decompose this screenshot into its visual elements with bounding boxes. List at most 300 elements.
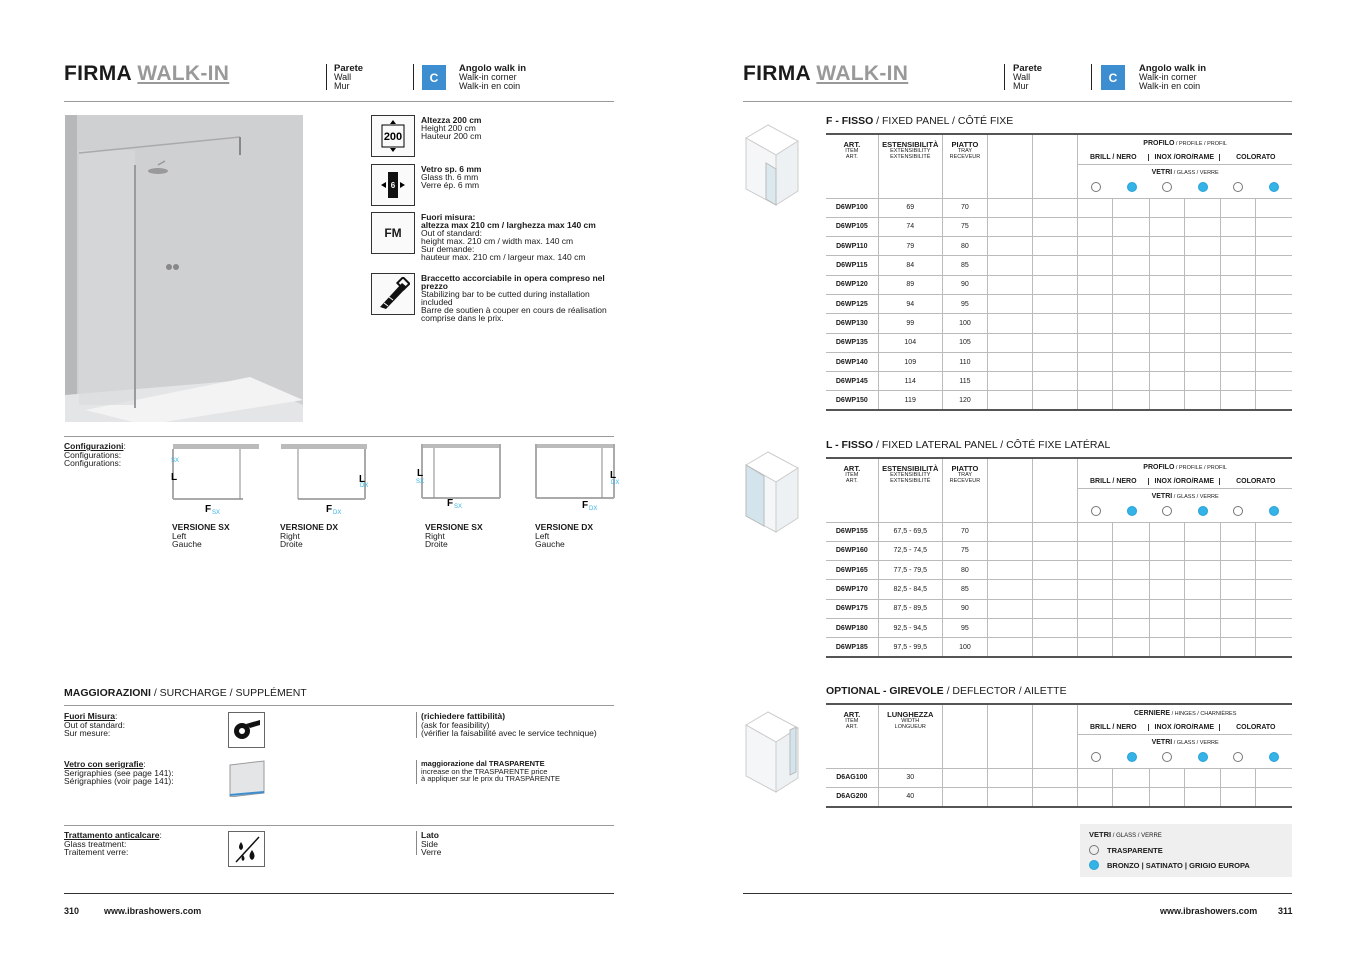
legend-title: VETRI / GLASS / VERRE — [1089, 830, 1162, 839]
table-row — [826, 314, 1292, 333]
surcharge-row-fm-label: Fuori Misura: Out of standard: Sur mesure: — [64, 711, 125, 738]
article-code: D6WP185 — [826, 638, 878, 657]
footer-rule — [743, 893, 1292, 894]
price-cell — [988, 391, 1033, 410]
tinted-glass-indicator — [1269, 506, 1279, 516]
article-code: D6WP175 — [826, 599, 878, 618]
price-cell — [1113, 391, 1149, 410]
price-cell — [1149, 217, 1184, 236]
price-cell — [1078, 599, 1113, 618]
svg-text:6: 6 — [390, 181, 396, 190]
clear-glass-indicator — [1162, 506, 1172, 516]
table-row — [826, 217, 1292, 236]
col-art: ART. ITEM ART. — [826, 458, 878, 522]
clear-glass-indicator — [1162, 182, 1172, 192]
price-cell — [1078, 333, 1113, 352]
price-cell — [1221, 768, 1256, 787]
tinted-glass-indicator — [1269, 182, 1279, 192]
svg-text:L: L — [610, 470, 617, 481]
col-empty — [988, 704, 1033, 768]
price-cell — [1184, 787, 1220, 806]
article-code: D6WP100 — [826, 198, 878, 217]
price-cell — [1078, 372, 1113, 391]
price-cell — [1184, 391, 1220, 410]
price-cell — [1033, 638, 1078, 657]
extensibility-value: 97,5 - 99,5 — [878, 638, 942, 657]
price-cell — [1033, 787, 1078, 806]
tray-value: 80 — [942, 561, 987, 580]
surcharge-row-treatment-label: Trattamento anticalcare: Glass treatment: Traitement verre: — [64, 830, 162, 857]
price-cell — [1221, 256, 1256, 275]
tray-value: 75 — [942, 217, 987, 236]
svg-text:L: L — [171, 472, 178, 483]
clear-glass-indicator — [1233, 506, 1243, 516]
table-row — [826, 391, 1292, 410]
clear-glass-indicator — [1233, 752, 1243, 762]
table-row — [826, 352, 1292, 371]
price-cell — [1113, 352, 1149, 371]
price-cell — [988, 372, 1033, 391]
surcharge-title: MAGGIORAZIONI / SURCHARGE / SUPPLÉMENT — [64, 687, 307, 699]
article-code: D6WP110 — [826, 237, 878, 256]
price-cell — [988, 314, 1033, 333]
extensibility-value: 79 — [878, 237, 942, 256]
surcharge-row-serigraphy-label: Vetro con serigrafie: Serigraphies (see page 141): Sérigraphies (voir page 141): — [64, 759, 174, 786]
website-link-left[interactable]: www.ibrashowers.com — [104, 906, 202, 916]
tray-value: 75 — [942, 541, 987, 560]
price-cell — [1078, 561, 1113, 580]
extensibility-value: 74 — [878, 217, 942, 236]
col-empty — [988, 134, 1033, 198]
price-cell — [988, 294, 1033, 313]
article-code: D6WP180 — [826, 618, 878, 637]
legend-tinted: BRONZO | SATINATO | GRIGIO EUROPA — [1089, 860, 1250, 870]
table-row — [826, 275, 1292, 294]
extensibility-value: 82,5 - 84,5 — [878, 580, 942, 599]
lateral-panel-title: L - FISSO / FIXED LATERAL PANEL / CÔTÉ FIXE LATÉRAL — [826, 439, 1111, 451]
clear-glass-indicator — [1091, 182, 1101, 192]
price-cell — [1078, 352, 1113, 371]
price-cell — [1033, 314, 1078, 333]
surcharge-divider — [416, 760, 417, 784]
price-cell — [988, 522, 1033, 541]
price-cell — [988, 638, 1033, 657]
price-cell — [1113, 333, 1149, 352]
price-cell — [988, 618, 1033, 637]
config-diagram-sx-corner — [414, 442, 506, 516]
fixed-panel-sketch — [742, 113, 806, 209]
tray-value: 120 — [942, 391, 987, 410]
svg-text:L: L — [359, 474, 366, 485]
price-cell — [1256, 372, 1292, 391]
clear-glass-swatch — [1089, 845, 1099, 855]
table-row — [826, 522, 1292, 541]
table-row — [826, 787, 1292, 806]
article-code: D6WP135 — [826, 333, 878, 352]
price-cell — [988, 217, 1033, 236]
shower-illustration — [65, 115, 303, 422]
price-cell — [1256, 768, 1292, 787]
price-cell — [1256, 256, 1292, 275]
extensibility-value: 69 — [878, 198, 942, 217]
price-cell — [1149, 333, 1184, 352]
price-cell — [1113, 541, 1149, 560]
price-cell — [1221, 522, 1256, 541]
price-cell — [1184, 256, 1220, 275]
price-cell — [1078, 275, 1113, 294]
fixed-panel-title: F - FISSO / FIXED PANEL / CÔTÉ FIXE — [826, 115, 1014, 127]
price-cell — [1078, 237, 1113, 256]
treatment-rule — [64, 825, 614, 826]
tinted-glass-indicator — [1198, 182, 1208, 192]
header-rule — [64, 101, 614, 102]
tape-measure-icon — [228, 712, 265, 748]
price-cell — [1113, 275, 1149, 294]
price-cell — [1256, 217, 1292, 236]
config-diagram-sx-left — [168, 442, 264, 516]
price-cell — [1221, 541, 1256, 560]
table-row — [826, 256, 1292, 275]
tray-value: 70 — [942, 522, 987, 541]
surcharge-divider — [416, 831, 417, 855]
col-empty — [1033, 458, 1078, 522]
table-row — [826, 541, 1292, 560]
price-cell — [1221, 352, 1256, 371]
optional-title: OPTIONAL - GIREVOLE / DEFLECTOR / AILETTE — [826, 685, 1067, 697]
table-row — [826, 294, 1292, 313]
anti-limescale-icon — [228, 831, 265, 867]
price-cell — [1078, 638, 1113, 657]
price-cell — [1149, 541, 1184, 560]
svg-text:F: F — [582, 500, 589, 511]
tray-value: 70 — [942, 198, 987, 217]
config-label: Configurazioni: Configurations: Configurations: — [64, 441, 126, 468]
extensibility-value: 67,5 - 69,5 — [878, 522, 942, 541]
col-tray: PIATTO TRAY RECEVEUR — [942, 134, 987, 198]
price-cell — [1033, 599, 1078, 618]
surcharge-row-serigraphy-note: maggiorazione dal TRASPARENTE increase on the TRASPARENTE price à appliquer sur le prix du TRASPARENTE — [421, 759, 560, 783]
col-empty — [1033, 134, 1078, 198]
price-cell — [1113, 256, 1149, 275]
price-cell — [988, 787, 1033, 806]
extensibility-value: 89 — [878, 275, 942, 294]
price-cell — [1033, 217, 1078, 236]
price-cell — [1033, 294, 1078, 313]
price-cell — [1184, 217, 1220, 236]
col-profile: PROFILO / PROFILE / PROFIL BRILL / NERO INOX /ORO/RAME COLORATO VETRI / GLASS / VERRE — [1078, 134, 1292, 198]
version-dx-corner-label: VERSIONE DX Left Gauche — [535, 522, 594, 549]
price-cell — [1184, 352, 1220, 371]
tray-value: 100 — [942, 314, 987, 333]
price-cell — [1113, 599, 1149, 618]
price-cell — [1149, 237, 1184, 256]
price-cell — [1149, 256, 1184, 275]
tray-value: 95 — [942, 618, 987, 637]
svg-text:DX: DX — [360, 483, 369, 489]
price-table — [826, 457, 1292, 658]
corner-label: Angolo walk in Walk-in corner Walk-in en coin — [459, 63, 527, 91]
price-table — [826, 703, 1292, 808]
price-cell — [1078, 314, 1113, 333]
tray-value: 115 — [942, 372, 987, 391]
svg-text:F: F — [326, 504, 333, 515]
tray-value: 90 — [942, 599, 987, 618]
price-cell — [1184, 599, 1220, 618]
tray-value: 100 — [942, 638, 987, 657]
tray-value: 90 — [942, 275, 987, 294]
price-cell — [1184, 237, 1220, 256]
price-cell — [1184, 294, 1220, 313]
price-cell — [1184, 314, 1220, 333]
page-title — [64, 62, 229, 86]
price-cell — [1113, 580, 1149, 599]
surcharge-row-fm-note: (richiedere fattibilità) (ask for feasibility) (vérifier la faisabilité avec le service technique) — [421, 711, 597, 738]
lateral-panel-table — [826, 457, 1292, 658]
price-cell — [1149, 580, 1184, 599]
table-row — [826, 333, 1292, 352]
feature-bar-text: Braccetto accorciabile in opera compreso nel prezzo Stabilizing bar to be cutted during installation included Barre de soutien à couper en cours de réalisation comprise dans le prix. — [421, 273, 607, 323]
article-code: D6WP115 — [826, 256, 878, 275]
col-length: LUNGHEZZA WIDTH LONGUEUR — [878, 704, 942, 768]
col-tray: PIATTO TRAY RECEVEUR — [942, 458, 987, 522]
price-cell — [1033, 198, 1078, 217]
price-cell — [1149, 372, 1184, 391]
svg-text:DX: DX — [589, 506, 598, 512]
tray-value: 110 — [942, 352, 987, 371]
price-cell — [1184, 275, 1220, 294]
empty-cell — [942, 787, 987, 806]
price-cell — [1221, 372, 1256, 391]
clear-glass-indicator — [1091, 506, 1101, 516]
table-row — [826, 198, 1292, 217]
price-cell — [988, 580, 1033, 599]
price-cell — [1033, 522, 1078, 541]
optional-table — [826, 703, 1292, 808]
price-cell — [988, 352, 1033, 371]
article-code: D6WP155 — [826, 522, 878, 541]
price-cell — [1033, 372, 1078, 391]
table-row — [826, 638, 1292, 657]
tinted-glass-indicator — [1127, 506, 1137, 516]
table-row — [826, 599, 1292, 618]
price-cell — [988, 599, 1033, 618]
tinted-glass-indicator — [1198, 506, 1208, 516]
article-code: D6WP105 — [826, 217, 878, 236]
table-row — [826, 768, 1292, 787]
product-photo — [65, 115, 303, 422]
price-cell — [1256, 599, 1292, 618]
feature-fm-text: Fuori misura: altezza max 210 cm / larghezza max 140 cm Out of standard: height max. 210 cm / width max. 140 cm Sur demande: hauteur max. 210 cm / largeur max. 140 cm — [421, 212, 596, 262]
tinted-glass-indicator — [1127, 182, 1137, 192]
article-code: D6WP130 — [826, 314, 878, 333]
clear-glass-indicator — [1233, 182, 1243, 192]
price-cell — [1256, 314, 1292, 333]
price-cell — [1149, 522, 1184, 541]
price-cell — [1256, 618, 1292, 637]
price-cell — [1149, 618, 1184, 637]
header-rule — [743, 101, 1292, 102]
price-cell — [1113, 372, 1149, 391]
svg-text:SX: SX — [171, 458, 180, 464]
price-cell — [1033, 618, 1078, 637]
table-row — [826, 618, 1292, 637]
price-cell — [1184, 541, 1220, 560]
price-cell — [1033, 237, 1078, 256]
price-cell — [1078, 580, 1113, 599]
price-cell — [1113, 522, 1149, 541]
price-cell — [1221, 391, 1256, 410]
price-cell — [1113, 198, 1149, 217]
surcharge-rule — [64, 705, 614, 706]
price-cell — [1033, 580, 1078, 599]
price-cell — [1078, 768, 1113, 787]
price-cell — [1149, 275, 1184, 294]
config-diagram-dx-right — [278, 442, 374, 516]
price-cell — [1113, 768, 1149, 787]
table-row — [826, 372, 1292, 391]
article-code: D6WP140 — [826, 352, 878, 371]
code-box: C — [1101, 65, 1125, 90]
table-row — [826, 561, 1292, 580]
price-cell — [1149, 352, 1184, 371]
extensibility-value: 92,5 - 94,5 — [878, 618, 942, 637]
price-cell — [988, 561, 1033, 580]
price-cell — [1113, 237, 1149, 256]
extensibility-value: 119 — [878, 391, 942, 410]
empty-cell — [942, 768, 987, 787]
svg-text:DX: DX — [333, 510, 342, 516]
article-code: D6WP170 — [826, 580, 878, 599]
price-cell — [1149, 198, 1184, 217]
glass-legend — [1080, 824, 1292, 877]
price-cell — [1149, 787, 1184, 806]
config-rule — [64, 436, 614, 437]
svg-text:F: F — [205, 504, 212, 515]
price-cell — [1184, 580, 1220, 599]
price-cell — [1033, 333, 1078, 352]
fm-icon: FM — [371, 212, 415, 254]
model-name: WALK-IN — [137, 62, 230, 85]
tray-value: 80 — [942, 237, 987, 256]
price-cell — [1113, 314, 1149, 333]
extensibility-value: 104 — [878, 333, 942, 352]
website-link-right[interactable]: www.ibrashowers.com — [1160, 906, 1258, 916]
price-cell — [1078, 198, 1113, 217]
header-divider — [413, 64, 414, 90]
extensibility-value: 109 — [878, 352, 942, 371]
price-cell — [1256, 198, 1292, 217]
col-extensibility: ESTENSIBILITÀ EXTENSIBILITY EXTENSIBILITÉ — [878, 458, 942, 522]
col-empty — [988, 458, 1033, 522]
extensibility-value: 77,5 - 79,5 — [878, 561, 942, 580]
table-row — [826, 237, 1292, 256]
price-cell — [1149, 561, 1184, 580]
price-cell — [1033, 275, 1078, 294]
price-cell — [1221, 638, 1256, 657]
price-cell — [1221, 561, 1256, 580]
price-cell — [1113, 638, 1149, 657]
col-empty — [1033, 704, 1078, 768]
price-cell — [1033, 768, 1078, 787]
clear-glass-indicator — [1091, 752, 1101, 762]
price-cell — [1113, 787, 1149, 806]
corner-label: Angolo walk in Walk-in corner Walk-in en coin — [1139, 63, 1207, 91]
price-cell — [1033, 391, 1078, 410]
col-art: ART. ITEM ART. — [826, 704, 878, 768]
price-cell — [988, 198, 1033, 217]
price-cell — [1221, 217, 1256, 236]
tray-value: 85 — [942, 580, 987, 599]
tinted-glass-swatch — [1089, 860, 1099, 870]
extensibility-value: 84 — [878, 256, 942, 275]
code-box: C — [422, 65, 446, 90]
article-code: D6WP125 — [826, 294, 878, 313]
price-cell — [1149, 294, 1184, 313]
price-cell — [1149, 638, 1184, 657]
surcharge-divider — [416, 712, 417, 738]
version-sx-corner-label: VERSIONE SX Right Droite — [425, 522, 483, 549]
col-profile: CERNIERE / HINGES / CHARNIÈRES BRILL / NERO INOX /ORO/RAME COLORATO VETRI / GLASS / VERRE — [1078, 704, 1292, 768]
col-art: ART. ITEM ART. — [826, 134, 878, 198]
feature-height-text: Altezza 200 cm Height 200 cm Hauteur 200 cm — [421, 115, 482, 141]
svg-text:SX: SX — [416, 479, 425, 485]
price-table — [826, 133, 1292, 411]
price-cell — [1184, 618, 1220, 637]
price-cell — [1221, 787, 1256, 806]
svg-text:SX: SX — [454, 504, 463, 510]
svg-text:F: F — [447, 498, 454, 509]
price-cell — [1256, 391, 1292, 410]
price-cell — [1184, 561, 1220, 580]
price-cell — [1184, 372, 1220, 391]
price-cell — [1221, 314, 1256, 333]
config-diagram-dx-corner — [530, 442, 622, 516]
svg-text:DX: DX — [611, 480, 620, 486]
svg-text:L: L — [417, 468, 424, 479]
article-code: D6WP165 — [826, 561, 878, 580]
tray-value: 95 — [942, 294, 987, 313]
version-dx-right-label: VERSIONE DX Right Droite — [280, 522, 339, 549]
lateral-panel-sketch — [742, 440, 806, 536]
price-cell — [1184, 198, 1220, 217]
price-cell — [1221, 580, 1256, 599]
wall-label: Parete Wall Mur — [1013, 63, 1043, 91]
price-cell — [1256, 561, 1292, 580]
length-value: 40 — [878, 787, 942, 806]
price-cell — [1113, 294, 1149, 313]
price-cell — [1078, 217, 1113, 236]
wall-label: Parete Wall Mur — [334, 63, 364, 91]
price-cell — [988, 256, 1033, 275]
price-cell — [1184, 333, 1220, 352]
header-divider — [326, 64, 327, 90]
extensibility-value: 87,5 - 89,5 — [878, 599, 942, 618]
price-cell — [988, 333, 1033, 352]
price-cell — [1149, 599, 1184, 618]
article-code: D6AG100 — [826, 768, 878, 787]
price-cell — [1078, 787, 1113, 806]
price-cell — [1221, 618, 1256, 637]
tray-value: 105 — [942, 333, 987, 352]
tinted-glass-indicator — [1127, 752, 1137, 762]
svg-text:200: 200 — [383, 131, 403, 143]
height-icon — [371, 115, 415, 157]
right-page — [678, 0, 1356, 959]
price-cell — [1221, 333, 1256, 352]
page-title: FIRMA WALK-IN — [743, 62, 909, 85]
page-number-left: 310 — [64, 906, 80, 916]
price-cell — [1256, 275, 1292, 294]
